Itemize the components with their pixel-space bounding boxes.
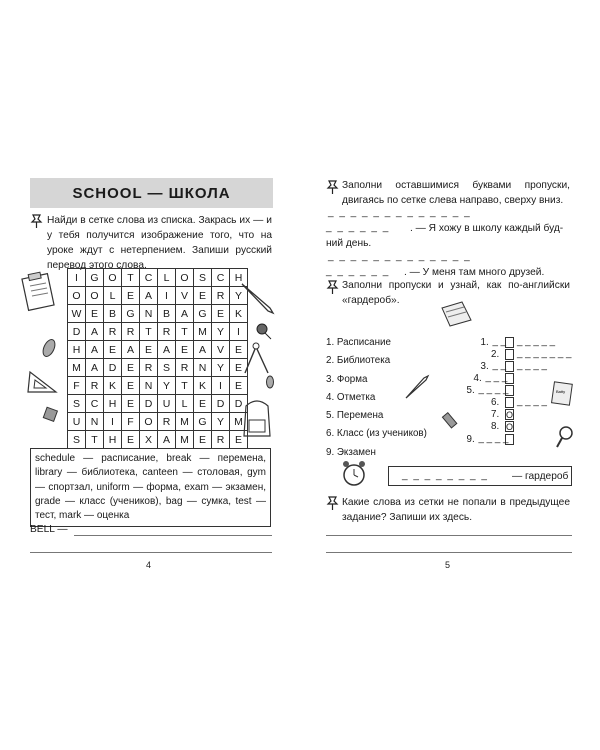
crossword-row-number: 5. [466,385,475,396]
crossword-row-number: 4. [473,373,482,384]
crossword-key-cell[interactable]: O [506,410,514,420]
grid-cell[interactable]: R [176,359,194,377]
crossword-row-number: 3. [480,361,489,372]
notebook-icon [438,300,474,328]
grid-cell[interactable]: F [122,413,140,431]
grid-cell[interactable]: L [176,395,194,413]
grid-cell[interactable]: N [86,413,104,431]
crossword-blanks-left[interactable]: _ _ _ _ [478,384,509,395]
blank-line[interactable]: _ _ _ _ _ _ _ _ _ _ _ _ _ [328,251,472,262]
pencil-icon [404,374,430,400]
grid-row [68,305,248,323]
grid-cell[interactable]: B [158,305,176,323]
grid-cell[interactable]: N [140,377,158,395]
answer-line[interactable] [326,535,572,536]
grid-cell[interactable]: L [104,287,122,305]
grid-row [68,431,248,449]
grid-cell[interactable]: K [230,305,248,323]
grid-cell[interactable]: R [140,359,158,377]
grid-cell[interactable]: O [86,287,104,305]
task-remaining-words: Какие слова из сетки не попали в предыдущее задание? Запиши их здесь. [342,497,570,523]
grid-cell[interactable]: I [68,269,86,287]
grid-cell[interactable]: E [194,287,212,305]
page-title: SCHOOL — ШКОЛА [30,178,273,208]
grid-cell[interactable]: K [104,377,122,395]
grid-cell[interactable]: E [230,359,248,377]
grid-cell[interactable]: F [68,377,86,395]
grid-cell[interactable]: T [86,431,104,449]
grid-cell[interactable]: O [68,287,86,305]
svg-text:Batty: Batty [556,389,566,394]
grid-cell[interactable]: G [194,305,212,323]
crossword-blanks-right[interactable]: _ _ _ _ _ [517,336,556,347]
eraser-icon [264,374,276,390]
grid-cell[interactable]: C [86,395,104,413]
grid-cell[interactable]: A [140,287,158,305]
grid-cell[interactable]: T [176,323,194,341]
crossword-key-cell[interactable] [505,361,514,372]
grid-cell[interactable]: X [140,431,158,449]
grid-cell[interactable]: B [104,305,122,323]
grid-cell[interactable]: E [230,377,248,395]
grid-cell[interactable]: T [176,377,194,395]
grid-cell[interactable]: Y [212,413,230,431]
grid-cell[interactable]: G [194,413,212,431]
sharpener-icon [42,404,60,424]
grid-row [68,287,248,305]
grid-cell[interactable]: D [68,323,86,341]
grid-cell[interactable]: D [230,395,248,413]
crossword-row-number: 7. [491,409,500,420]
grid-cell[interactable]: E [230,341,248,359]
pushpin-icon [326,180,339,194]
pushpin-icon [254,322,274,340]
answer-line[interactable] [30,552,272,553]
grid-cell[interactable]: R [158,323,176,341]
grid-cell[interactable]: R [86,377,104,395]
grid-cell[interactable]: E [140,341,158,359]
grid-cell[interactable]: E [122,431,140,449]
clipboard-icon [22,270,56,310]
task-fill-blanks: Заполни оставшимися буквами пропуски, двигаясь по сетке слева направо, сверху вниз. [342,180,570,206]
answer-label: BELL — [30,524,68,535]
grid-cell[interactable]: A [194,341,212,359]
crossword-key-cell[interactable]: O [506,422,514,432]
grid-cell[interactable]: Y [158,377,176,395]
grid-cell[interactable]: N [194,359,212,377]
sentence-text: . — Я хожу в школу каждый буд- [410,223,564,234]
grid-cell[interactable]: S [68,431,86,449]
grid-cell[interactable]: M [68,359,86,377]
grid-cell[interactable]: H [104,395,122,413]
grid-cell[interactable]: I [158,287,176,305]
page-number: 4 [146,560,152,570]
grid-cell[interactable]: A [86,341,104,359]
word-list: schedule — расписание, break — перемена, library — библиотека, canteen — столовая, gym — спортзал, uniform — форма, exam — экзамен, grade — класс (учеников), bag — сумка, test — тест, mark — оценка [30,448,271,527]
grid-cell[interactable]: A [158,341,176,359]
grid-cell[interactable]: E [122,395,140,413]
grid-cell[interactable]: E [122,377,140,395]
grid-cell[interactable]: C [140,269,158,287]
blank-line[interactable]: _ _ _ _ _ _ _ _ _ _ _ _ _ [328,207,472,218]
crossword-blanks-left[interactable]: _ _ [492,360,507,371]
grid-row [68,359,248,377]
page-number: 5 [445,560,451,570]
grid-cell[interactable]: E [104,341,122,359]
crossword-clue: 5. Перемена [326,410,384,421]
crossword-key-cell[interactable] [505,337,514,348]
grid-cell[interactable]: E [194,431,212,449]
crossword-row-number: 2. [491,349,500,360]
crossword-clue: 9. Экзамен [326,447,376,458]
grid-cell[interactable]: A [122,341,140,359]
grid-cell[interactable]: M [230,413,248,431]
crossword-blanks-right[interactable]: _ _ _ _ [517,360,547,371]
grid-cell[interactable]: E [230,431,248,449]
crossword-clue: 4. Отметка [326,392,376,403]
grid-cell[interactable]: I [104,413,122,431]
crossword-row-number: 1. [480,337,489,348]
grid-cell[interactable]: M [176,413,194,431]
pushpin-icon [30,214,43,228]
crossword-blanks-right[interactable]: _ _ _ _ [517,396,547,407]
grid-cell[interactable]: D [104,359,122,377]
grid-cell[interactable]: R [212,287,230,305]
grid-cell[interactable]: C [212,269,230,287]
answer-line[interactable] [74,535,272,536]
grid-row [68,395,248,413]
grid-cell[interactable]: I [212,377,230,395]
pushpin-icon [326,280,339,294]
grid-cell[interactable]: E [86,305,104,323]
grid-cell[interactable]: T [122,269,140,287]
sentence-text: . — У меня там много друзей. [404,267,545,278]
crossword-blanks-right[interactable]: _ _ _ _ _ _ _ [517,348,572,359]
grid-cell[interactable]: R [158,413,176,431]
answer-blanks[interactable]: _ _ _ _ _ _ _ _ [402,470,489,481]
grid-cell[interactable]: A [86,323,104,341]
grid-cell[interactable]: R [122,323,140,341]
grid-row [68,323,248,341]
grid-cell[interactable]: V [176,287,194,305]
grid-cell[interactable]: L [158,269,176,287]
grid-cell[interactable]: R [212,431,230,449]
grid-cell[interactable]: G [86,269,104,287]
grid-cell[interactable]: S [158,359,176,377]
grid-cell[interactable]: U [68,413,86,431]
grid-cell[interactable]: E [176,341,194,359]
grid-cell[interactable]: W [68,305,86,323]
grid-cell[interactable]: H [230,269,248,287]
grid-cell[interactable]: H [104,431,122,449]
answer-line[interactable] [326,552,572,553]
magnifier-icon [554,424,576,450]
grid-cell[interactable]: A [86,359,104,377]
blank-line[interactable]: _ _ _ _ _ _ [326,266,390,277]
grid-row [68,269,248,287]
crossword-row-number: 8. [491,421,500,432]
grid-cell[interactable]: A [176,305,194,323]
grid-cell[interactable]: I [230,323,248,341]
grid-cell[interactable]: Y [212,359,230,377]
pushpin-icon [326,496,339,510]
grid-row [68,377,248,395]
task-crossword: Заполни пропуски и узнай, как по-английски «гардероб». [342,280,570,306]
grid-cell[interactable]: D [212,395,230,413]
crossword-clue: 2. Библиотека [326,355,391,366]
crossword-clue: 6. Класс (из учеников) [326,428,427,439]
grid-cell[interactable]: V [212,341,230,359]
grid-row [68,341,248,359]
blank-line[interactable]: _ _ _ _ _ _ [326,222,390,233]
grid-cell[interactable]: E [122,287,140,305]
crossword-blanks-left[interactable]: _ _ _ _ [478,433,509,444]
grid-cell[interactable]: Y [230,287,248,305]
crossword-clue: 1. Расписание [326,337,391,348]
alarm-clock-icon [338,458,370,490]
grid-cell[interactable]: U [158,395,176,413]
grid-cell[interactable]: S [194,269,212,287]
grid-cell[interactable]: E [194,395,212,413]
grid-cell[interactable]: E [212,305,230,323]
grid-cell[interactable]: O [140,413,158,431]
grid-cell[interactable]: A [158,431,176,449]
grid-cell[interactable]: N [140,305,158,323]
grid-cell[interactable]: Y [212,323,230,341]
crossword-row-number: 9. [466,434,475,445]
crossword-key-cell[interactable] [505,397,514,408]
crossword-row-number: 6. [491,397,500,408]
sentence-text: ний день. [326,238,372,249]
crossword-blanks-left[interactable]: _ _ [492,336,507,347]
grid-cell[interactable]: O [176,269,194,287]
grid-cell[interactable]: H [68,341,86,359]
grid-cell[interactable]: T [140,323,158,341]
crossword-blanks-left[interactable]: _ _ _ [485,372,508,383]
grid-cell[interactable]: S [68,395,86,413]
book-icon [550,380,574,406]
grid-cell[interactable]: O [104,269,122,287]
answer-suffix: — гардероб [512,471,569,482]
grid-cell[interactable]: K [194,377,212,395]
grid-cell[interactable]: E [122,359,140,377]
crossword-key-cell[interactable] [505,349,514,360]
grid-cell[interactable]: D [140,395,158,413]
usb-stick-icon [440,410,462,432]
grid-row [68,413,248,431]
grid-cell[interactable]: M [176,431,194,449]
task-instructions: Найди в сетке слова из списка. Закрась их — и у тебя получится изображение того, что на уроке ждут с нетерпением. Запиши русский перевод этого слова. [47,215,272,271]
grid-cell[interactable]: G [122,305,140,323]
triangle-ruler-icon [26,370,60,394]
crossword-clue: 3. Форма [326,374,368,385]
word-search-grid [67,268,248,449]
grid-cell[interactable]: R [104,323,122,341]
grid-cell[interactable]: M [194,323,212,341]
eraser-icon [38,336,60,360]
